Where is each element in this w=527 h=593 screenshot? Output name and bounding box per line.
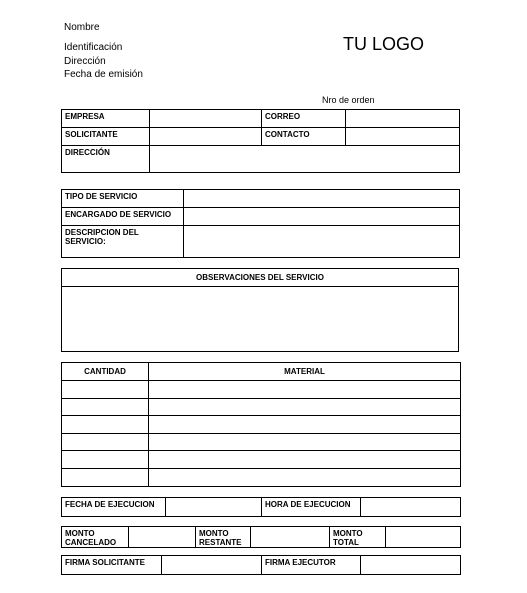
signatures-table <box>61 555 461 575</box>
execution-date-label: FECHA DE EJECUCION <box>62 498 166 517</box>
address-client-label: DIRECCIÓN <box>62 146 150 173</box>
amounts-table <box>61 526 461 548</box>
quantity-cell[interactable] <box>62 434 149 451</box>
amount-paid-label: MONTO CANCELADO <box>62 527 129 548</box>
material-cell[interactable] <box>149 399 461 416</box>
email-label: CORREO <box>262 110 346 128</box>
material-cell[interactable] <box>149 451 461 469</box>
observations-title: OBSERVACIONES DEL SERVICIO <box>62 269 459 287</box>
amount-remaining-label: MONTO RESTANTE <box>196 527 251 548</box>
execution-table <box>61 497 461 517</box>
service-type-field[interactable] <box>184 190 460 208</box>
address-client-field[interactable] <box>150 146 460 173</box>
quantity-header: CANTIDAD <box>62 363 149 381</box>
quantity-cell[interactable] <box>62 399 149 416</box>
requester-field[interactable] <box>150 128 262 146</box>
material-cell[interactable] <box>149 416 461 434</box>
amount-remaining-field[interactable] <box>251 527 330 548</box>
client-table <box>61 109 460 173</box>
order-number-label: Nro de orden <box>322 95 375 105</box>
contact-field[interactable] <box>346 128 460 146</box>
contact-label: CONTACTO <box>262 128 346 146</box>
amount-total-field[interactable] <box>386 527 461 548</box>
service-table <box>61 189 460 258</box>
company-label: EMPRESA <box>62 110 150 128</box>
id-label: Identificación <box>64 42 123 53</box>
name-label: Nombre <box>64 22 100 33</box>
executor-signature-label: FIRMA EJECUTOR <box>262 556 361 575</box>
execution-date-field[interactable] <box>166 498 262 517</box>
material-header: MATERIAL <box>149 363 461 381</box>
amount-total-label: MONTO TOTAL <box>330 527 386 548</box>
observations-table <box>61 268 459 352</box>
issue-date-label: Fecha de emisión <box>64 69 143 80</box>
quantity-cell[interactable] <box>62 416 149 434</box>
service-type-label: TIPO DE SERVICIO <box>62 190 184 208</box>
service-in-charge-field[interactable] <box>184 208 460 226</box>
service-description-field[interactable] <box>184 226 460 258</box>
company-field[interactable] <box>150 110 262 128</box>
execution-time-label: HORA DE EJECUCION <box>262 498 361 517</box>
materials-table <box>61 362 461 487</box>
executor-signature-field[interactable] <box>361 556 461 575</box>
observations-field[interactable] <box>62 287 459 352</box>
quantity-cell[interactable] <box>62 381 149 399</box>
amount-paid-field[interactable] <box>129 527 196 548</box>
material-cell[interactable] <box>149 469 461 487</box>
requester-signature-label: FIRMA SOLICITANTE <box>62 556 162 575</box>
quantity-cell[interactable] <box>62 451 149 469</box>
service-description-label: DESCRIPCION DEL SERVICIO: <box>62 226 184 258</box>
execution-time-field[interactable] <box>361 498 461 517</box>
material-cell[interactable] <box>149 381 461 399</box>
address-label: Dirección <box>64 56 106 67</box>
material-cell[interactable] <box>149 434 461 451</box>
service-in-charge-label: ENCARGADO DE SERVICIO <box>62 208 184 226</box>
quantity-cell[interactable] <box>62 469 149 487</box>
requester-signature-field[interactable] <box>162 556 262 575</box>
requester-label: SOLICITANTE <box>62 128 150 146</box>
logo-placeholder: TU LOGO <box>343 34 425 54</box>
email-field[interactable] <box>346 110 460 128</box>
